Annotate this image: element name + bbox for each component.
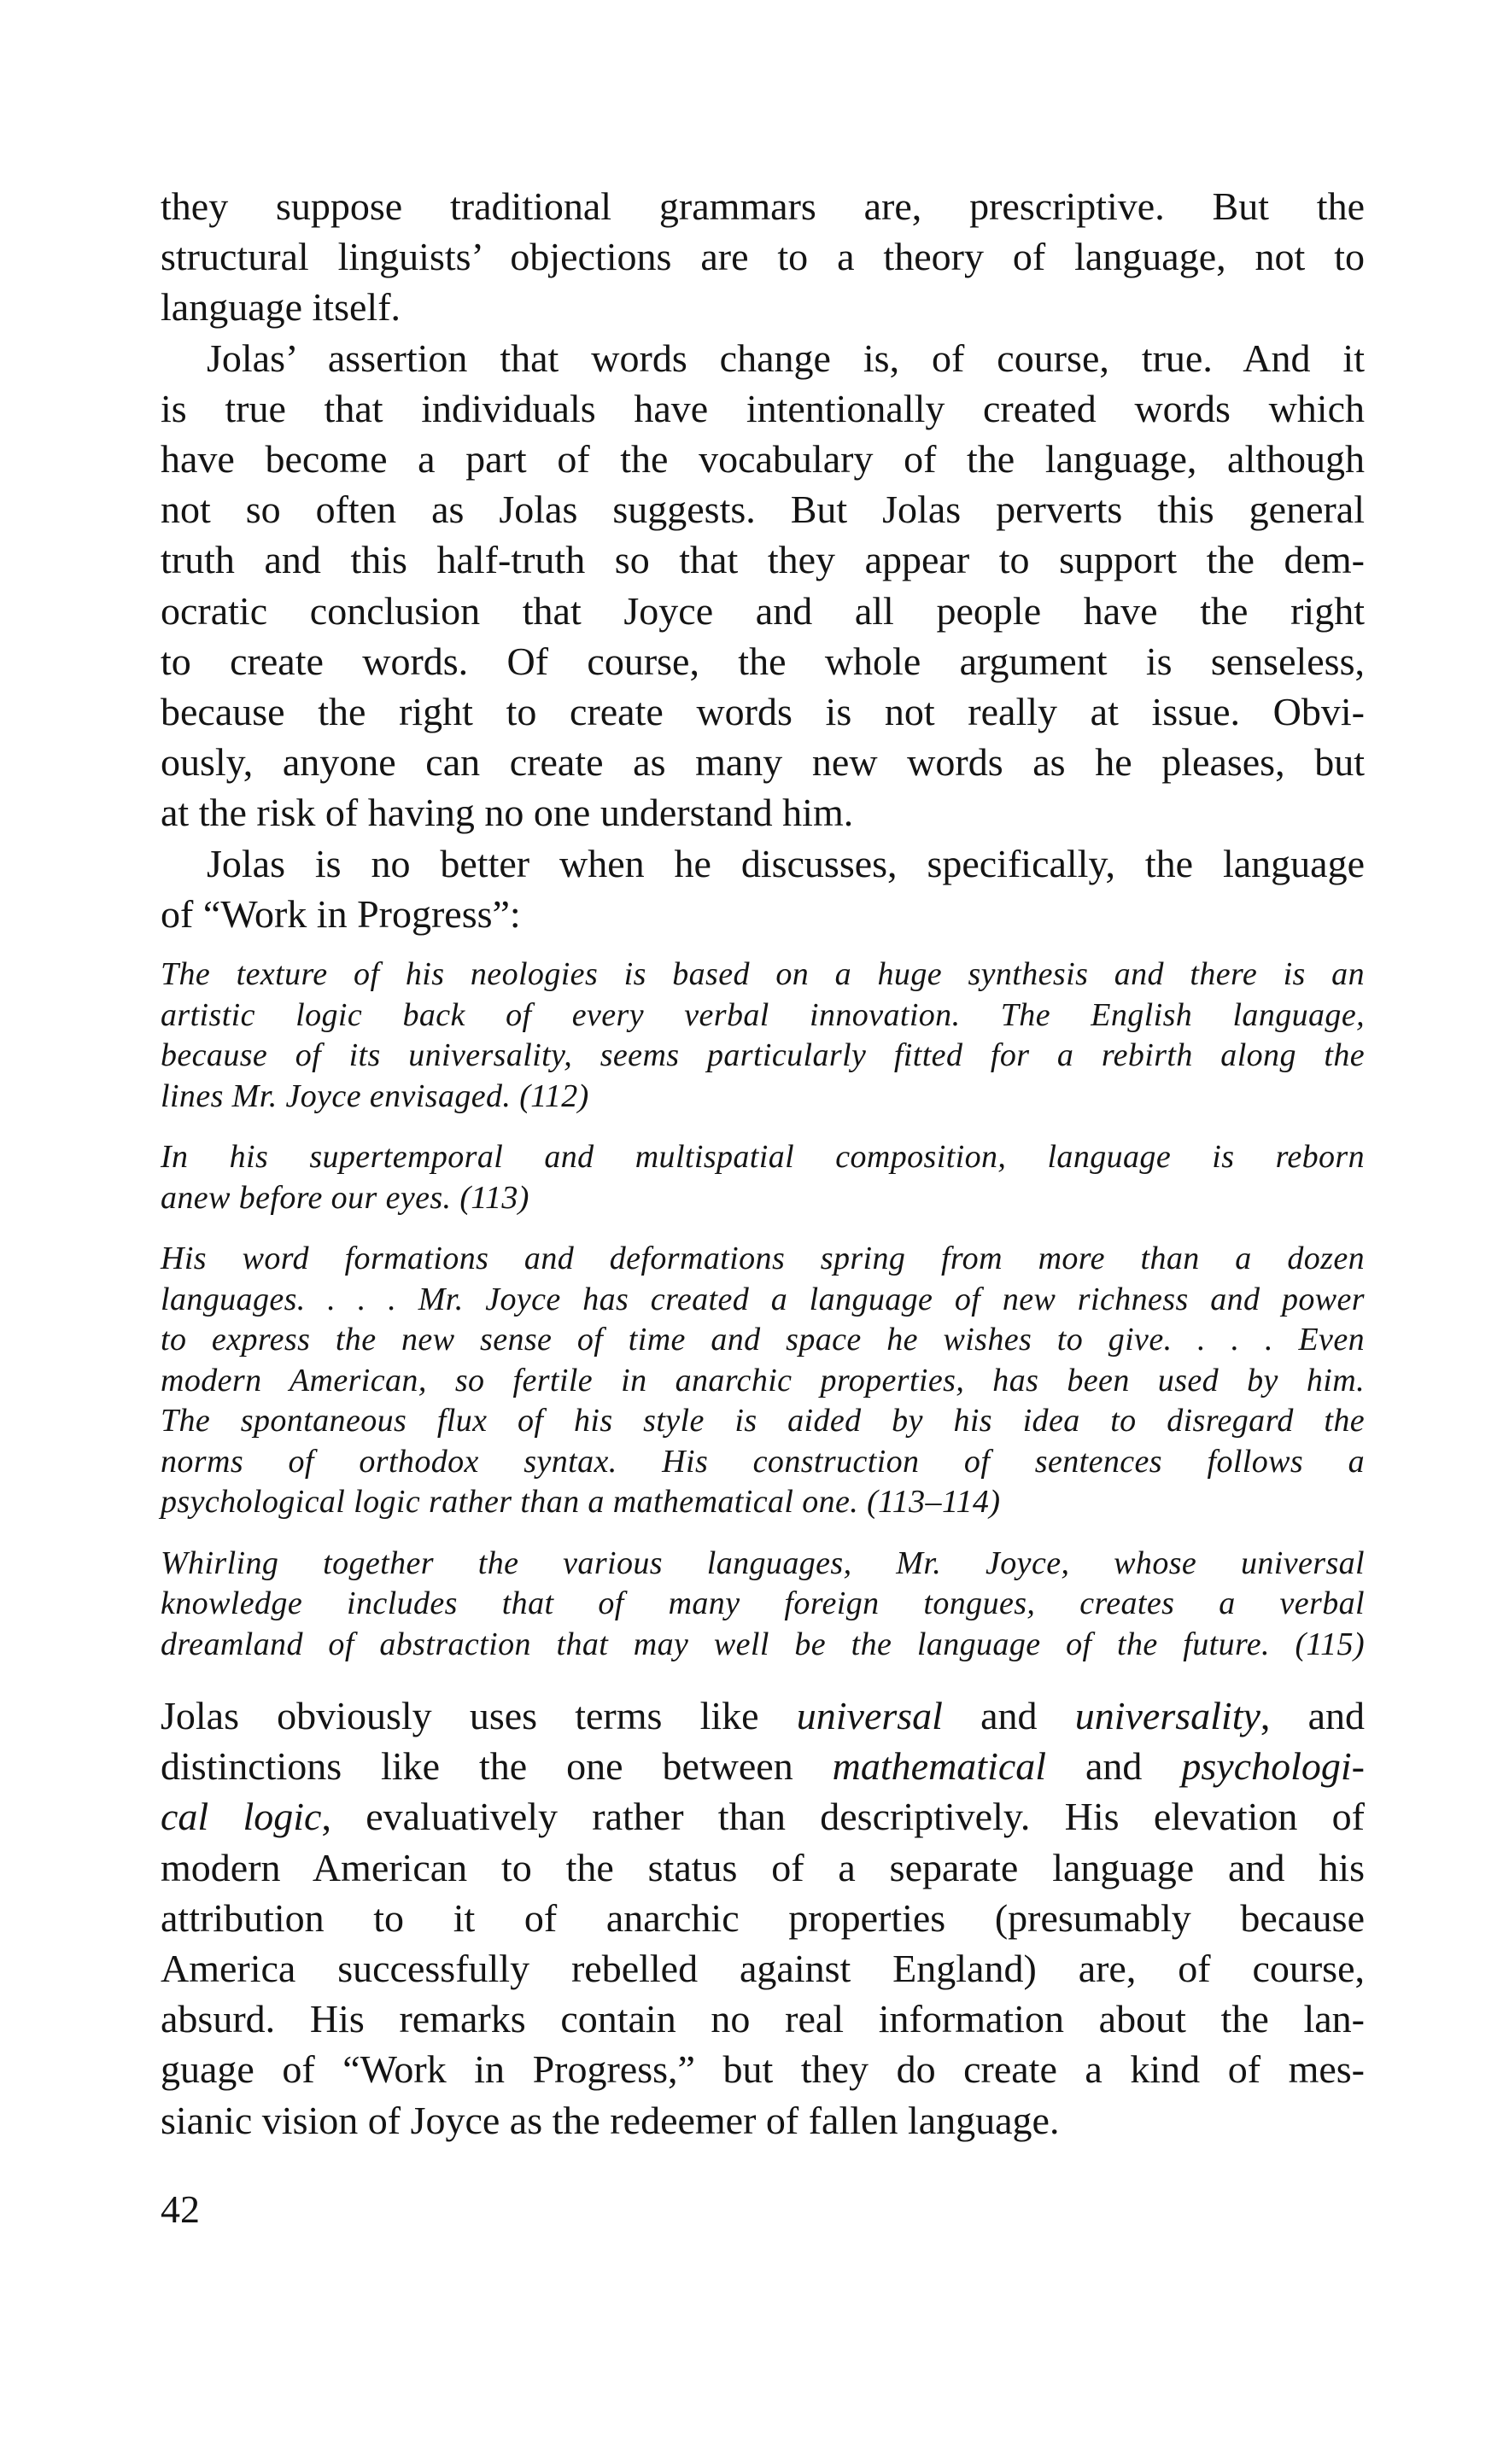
quote-line: knowledge includes that of many foreign tongues, creates a verbal (161, 1585, 1365, 1622)
text-line: because the right to create words is not really at issue. Obvi- (161, 690, 1365, 734)
text-line: America successfully rebelled against England) are, of course, (161, 1947, 1365, 1991)
block-quote-113 (161, 1137, 1365, 1218)
term-universal: universal (796, 1694, 943, 1738)
page-number: 42 (161, 2187, 200, 2231)
block-quote-112 (161, 955, 1365, 1117)
text-line: sianic vision of Joyce as the redeemer of fallen language. (161, 2098, 1060, 2142)
quote-line: psychological logic rather than a mathematical one. (113–114) (161, 1484, 1001, 1521)
text-line: guage of “Work in Progress,” but they do create a kind of mes- (161, 2047, 1365, 2092)
block-quote-113-114 (161, 1239, 1365, 1523)
text-run: , evaluatively rather than descriptively. His elevation of (321, 1795, 1365, 1839)
quote-line: norms of orthodox syntax. His construction of sentences follows a (161, 1443, 1365, 1480)
quote-line: artistic logic back of every verbal innovation. The English language, (161, 996, 1365, 1033)
paragraph-evaluation (161, 1690, 1365, 2146)
text-line: attribution to it of anarchic properties (presumably because (161, 1895, 1365, 1940)
text-line (161, 1791, 1365, 1842)
text-line: absurd. His remarks contain no real information about the lan- (161, 1997, 1365, 2041)
quote-line: to express the new sense of time and space he wishes to give. . . . Even (161, 1322, 1365, 1358)
quote-line: dreamland of abstraction that may well be the language of the future. (115) (161, 1626, 1365, 1662)
text-run: distinctions like the one between (161, 1744, 833, 1789)
text-line (161, 1741, 1365, 1791)
quote-line: His word formations and deformations spring from more than a dozen (161, 1241, 1365, 1277)
text-run: and (942, 1694, 1075, 1738)
text-line: modern American to the status of a separate language and his (161, 1845, 1365, 1889)
quote-line: The texture of his neologies is based on a huge synthesis and there is an (161, 956, 1365, 993)
quote-line: languages. . . . Mr. Joyce has created a language of new richness and power (161, 1281, 1365, 1317)
text-line: at the risk of having no one understand him. (161, 791, 854, 835)
term-cal-logic: cal logic (161, 1795, 322, 1839)
text-line: Jolas’ assertion that words change is, of course, true. And it (207, 336, 1365, 380)
text-run: and (1046, 1744, 1182, 1789)
text-line: ously, anyone can create as many new words as he pleases, but (161, 740, 1365, 785)
text-line: Jolas is no better when he discusses, specifically, the language (207, 841, 1365, 885)
text-line: of “Work in Progress”: (161, 891, 521, 936)
quote-line: The spontaneous flux of his style is aided by his idea to disregard the (161, 1403, 1365, 1439)
text-run: , and (1260, 1694, 1366, 1738)
text-line (161, 1690, 1365, 1741)
text-line: have become a part of the vocabulary of the language, although (161, 437, 1365, 482)
paragraph-jolas-assertion (161, 333, 1365, 838)
quote-line: Whirling together the various languages, Mr. Joyce, whose universal (161, 1544, 1365, 1581)
text-line: not so often as Jolas suggests. But Jolas perverts this general (161, 488, 1365, 532)
text-line: structural linguists’ objections are to a theory of language, not to (161, 235, 1365, 279)
text-line: to create words. Of course, the whole argument is senseless, (161, 639, 1365, 683)
page-body (161, 181, 1365, 2146)
quote-line: modern American, so fertile in anarchic properties, has been used by him. (161, 1362, 1365, 1398)
text-line: language itself. (161, 285, 401, 330)
quote-line: lines Mr. Joyce envisaged. (112) (161, 1077, 589, 1114)
paragraph-work-in-progress (161, 838, 1365, 939)
text-line: truth and this half-truth so that they appear to support the dem- (161, 538, 1365, 582)
quote-line: In his supertemporal and multispatial composition, language is reborn (161, 1139, 1365, 1176)
term-universality: universality (1074, 1694, 1260, 1738)
block-quote-115 (161, 1544, 1365, 1666)
term-mathematical: mathematical (832, 1744, 1047, 1789)
text-run: Jolas obviously uses terms like (161, 1694, 797, 1738)
quote-line: because of its universality, seems particularly fitted for a rebirth along the (161, 1037, 1365, 1074)
term-psychological: psychologi- (1181, 1744, 1365, 1789)
text-line: is true that individuals have intentionally created words which (161, 386, 1365, 430)
text-line: ocratic conclusion that Joyce and all people have the right (161, 588, 1365, 633)
paragraph-continuation (161, 181, 1365, 333)
text-line: they suppose traditional grammars are, prescriptive. But the (161, 184, 1365, 228)
quote-line: anew before our eyes. (113) (161, 1179, 529, 1216)
